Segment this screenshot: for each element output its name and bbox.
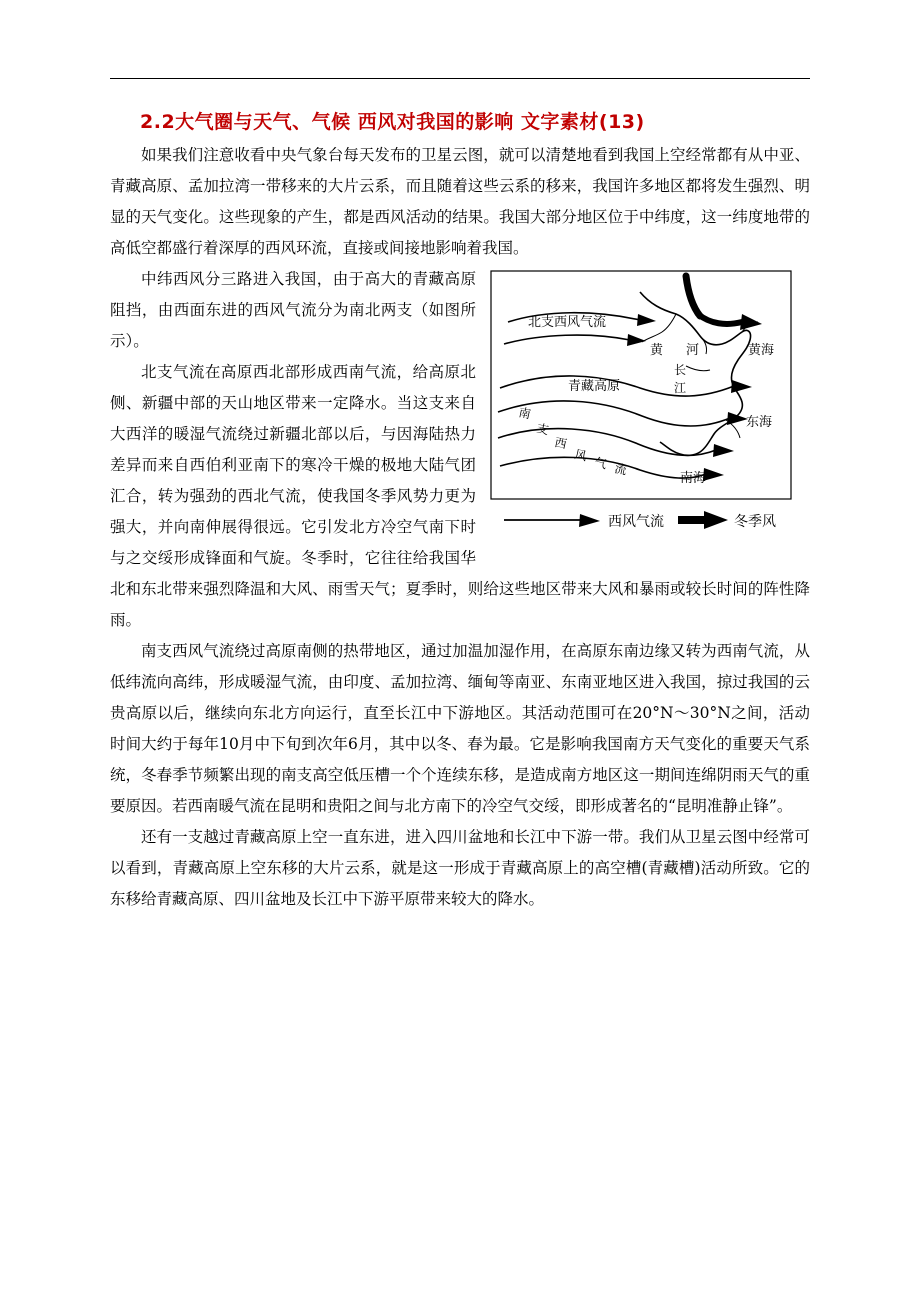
svg-text:支: 支 [535,421,551,438]
diagram-svg [490,270,808,540]
figure-container [490,270,810,540]
svg-text:南: 南 [517,405,533,422]
svg-text:西风气流: 西风气流 [608,514,664,530]
svg-text:冬季风: 冬季风 [734,514,776,530]
paragraph-3: 北支气流在高原西北部形成西南气流，给高原北侧、新疆中部的天山地区带来一定降水。当这支来自大西洋的暖湿气流绕过新疆北部以后，与因海陆热力差异而来自西伯利亚南下的寒冷干燥的极地大陆气团汇合，转为强劲的西北气流，使我国冬季风势力更为强大，并向南伸展得很远。它引发北方冷空气南下时与之交绥形成锋面和气旋。冬季时，它往往给我国华北和东北带来强烈降温和大风、雨雪天气；夏季时，则给这些地区带来大风和暴雨或较长时间的阵性降雨。 [110,363,810,629]
svg-text:江: 江 [674,381,687,395]
page-title: 2.2大气圈与天气、气候 西风对我国的影响 文字素材(13) [140,111,645,133]
svg-text:长: 长 [674,363,687,377]
svg-text:黄: 黄 [650,343,664,358]
paragraph-2: 中纬西风分三路进入我国，由于高大的青藏高原阻挡，由西面东进的西风气流分为南北两支（如图所示）。 [110,270,476,350]
document-body [110,108,810,915]
svg-text:气: 气 [593,455,609,472]
wind-flow-diagram [490,270,808,540]
figure-and-text-block [110,264,810,636]
svg-text:南海: 南海 [680,471,707,486]
svg-text:西: 西 [553,435,569,452]
svg-text:黄海: 黄海 [748,343,775,358]
header-rule [110,78,810,79]
paragraph-5: 还有一支越过青藏高原上空一直东进，进入四川盆地和长江中下游一带。我们从卫星云图中经常可以看到，青藏高原上空东移的大片云系，就是这一形成于青藏高原上的高空槽(青藏槽)活动所致。它的东移给青藏高原、四川盆地及长江中下游平原带来较大的降水。 [110,828,810,908]
svg-text:东海: 东海 [746,415,773,430]
svg-text:河: 河 [686,343,700,358]
svg-text:北支西风气流: 北支西风气流 [528,315,607,330]
svg-text:流: 流 [613,461,629,478]
svg-text:青藏高原: 青藏高原 [568,379,621,394]
paragraph-1: 如果我们注意收看中央气象台每天发布的卫星云图，就可以清楚地看到我国上空经常都有从中亚、青藏高原、孟加拉湾一带移来的大片云系，而且随着这些云系的移来，我国许多地区都将发生强烈、明显的天气变化。这些现象的产生，都是西风活动的结果。我国大部分地区位于中纬度，这一纬度地带的高低空都盛行着深厚的西风环流，直接或间接地影响着我国。 [110,146,810,257]
paragraph-4: 南支西风气流绕过高原南侧的热带地区，通过加温加湿作用，在高原东南边缘又转为西南气流，从低纬流向高纬，形成暖湿气流，由印度、孟加拉湾、缅甸等南亚、东南亚地区进入我国，掠过我国的云贵高原以后，继续向东北方向运行，直至长江中下游地区。其活动范围可在20°N～30°N之间，活动时间大约于每年10月中下旬到次年6月，其中以冬、春为最。它是影响我国南方天气变化的重要天气系统，冬春季节频繁出现的南支高空低压槽一个个连续东移，是造成南方地区这一期间连绵阴雨天气的重要原因。若西南暖气流在昆明和贵阳之间与北方南下的冷空气交绥，即形成著名的“昆明准静止锋”。 [110,642,810,815]
svg-text:风: 风 [573,447,589,464]
